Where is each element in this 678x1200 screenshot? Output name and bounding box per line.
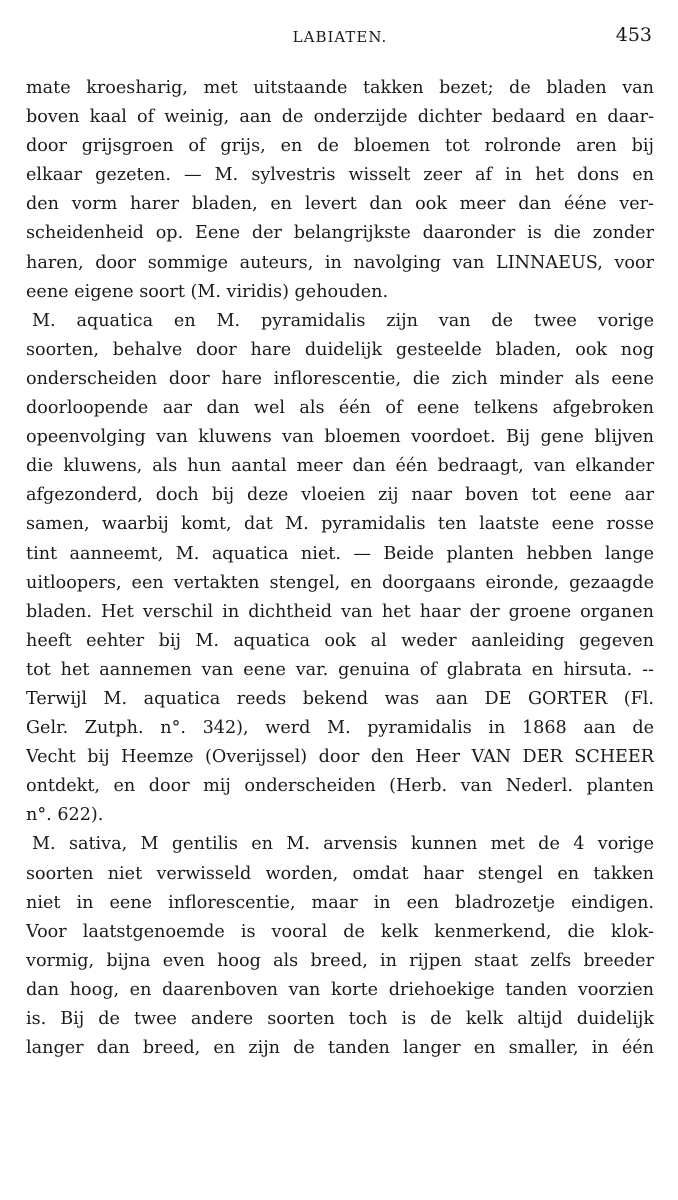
text-line: n°. 622). [26,805,104,826]
page-header [26,22,654,52]
text-line: heeft eehter bij M. aquatica ook al weder aanleiding gegeven [26,630,654,651]
text-line: opeenvolging van kluwens van bloemen voordoet. Bij gene blijven [26,427,654,448]
text-line: vormig, bijna even hoog als breed, in rijpen staat zelfs breeder [26,950,654,971]
text-line: die kluwens, als hun aantal meer dan één bedraagt, van elkander [26,456,654,477]
running-head: LABIATEN. [292,28,388,46]
text-line: mate kroesharig, met uitstaande takken bezet; de bladen van [26,78,654,98]
book-page [26,22,654,1063]
text-line: samen, waarbij komt, dat M. pyramidalis ten laatste eene rosse [26,514,654,535]
text-line: Gelr. Zutph. n°. 342), werd M. pyramidalis in 1868 aan de [26,718,654,739]
text-line: Voor laatstgenoemde is vooral de kelk kenmerkend, die klok- [26,921,654,942]
text-line: tint aanneemt, M. aquatica niet. — Beide planten hebben lange [26,543,654,564]
text-line: dan hoog, en daarenboven van korte driehoekige tanden voorzien [26,979,654,1000]
text-line: boven kaal of weinig, aan de onderzijde dichter bedaard en daar- [26,107,654,128]
text-line: onderscheiden door hare inflorescentie, die zich minder als eene [26,368,654,389]
text-line: bladen. Het verschil in dichtheid van het haar der groene organen [26,601,654,622]
text-line: elkaar gezeten. — M. sylvestris wisselt zeer af in het dons en [26,165,654,186]
text-line: soorten niet verwisseld worden, omdat haar stengel en takken [26,863,654,884]
body-text [26,74,654,1063]
text-line: soorten, behalve door hare duidelijk gesteelde bladen, ook nog [26,339,654,360]
text-line: Terwijl M. aquatica reeds bekend was aan DE GORTER (Fl. [26,688,654,709]
text-line: scheidenheid op. Eene der belangrijkste daaronder is die zonder [26,223,654,244]
page-number: 453 [615,24,652,46]
text-line: langer dan breed, en zijn de tanden langer en smaller, in één [26,1038,654,1059]
text-line: uitloopers, een vertakten stengel, en doorgaans eironde, gezaagde [26,572,654,593]
text-line: doorloopende aar dan wel als één of eene telkens afgebroken [26,398,654,419]
text-line: door grijsgroen of grijs, en de bloemen tot rolronde aren bij [26,136,654,157]
text-line: eene eigene soort (M. viridis) gehouden. [26,281,389,302]
text-line: haren, door sommige auteurs, in navolging van LINNAEUS, voor [26,252,654,273]
text-line: tot het aannemen van eene var. genuina of glabrata en hirsuta. -- [26,659,654,680]
text-line: ontdekt, en door mij onderscheiden (Herb. van Nederl. planten [26,776,654,797]
text-line: M. aquatica en M. pyramidalis zijn van de twee vorige [32,310,654,331]
paragraph-3 [26,830,654,1063]
text-line: is. Bij de twee andere soorten toch is de kelk altijd duidelijk [26,1009,654,1029]
paragraph-2 [26,307,654,831]
text-line: Vecht bij Heemze (Overijssel) door den Heer VAN DER SCHEER [26,747,654,768]
paragraph-1 [26,74,654,307]
text-line: den vorm harer bladen, en levert dan ook meer dan ééne ver- [26,194,654,215]
text-line: niet in eene inflorescentie, maar in een bladrozetje eindigen. [26,892,654,913]
text-line: M. sativa, M gentilis en M. arvensis kunnen met de 4 vorige [32,834,654,855]
text-line: afgezonderd, doch bij deze vloeien zij naar boven tot eene aar [26,485,654,506]
